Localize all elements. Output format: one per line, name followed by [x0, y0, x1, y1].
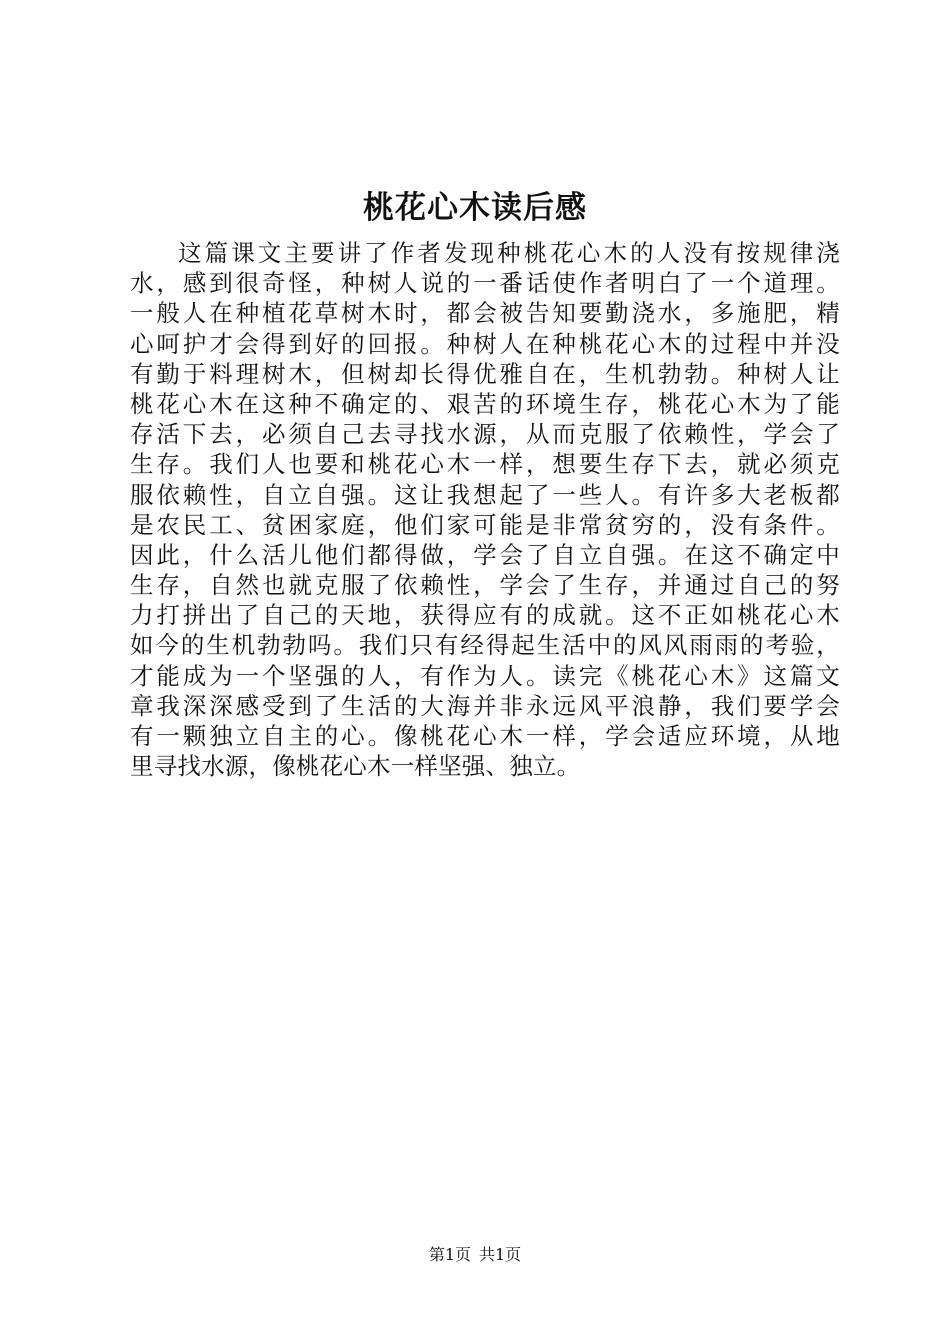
body-line: 有一颗独立自主的心。像桃花心木一样，学会适应环境，从地: [130, 722, 840, 750]
body-line: 心呵护才会得到好的回报。种树人在种桃花心木的过程中并没: [130, 329, 840, 358]
body-line: 这篇课文主要讲了作者发现种桃花心木的人没有按规律浇: [178, 239, 840, 267]
body-line: 如今的生机勃勃吗。我们只有经得起生活中的风风雨雨的考验，: [130, 631, 840, 660]
page-footer: [0, 1244, 950, 1266]
body-line: 存活下去，必须自己去寻找水源，从而克服了依赖性，学会了: [130, 420, 840, 449]
document-title: 桃花心木读后感: [363, 190, 587, 226]
body-line: 里寻找水源，像桃花心木一样坚强、独立。: [130, 752, 581, 781]
body-line: 服依赖性，自立自强。这让我想起了一些人。有许多大老板都: [130, 480, 840, 509]
body-line: 章我深深感受到了生活的大海并非永远风平浪静，我们要学会: [130, 691, 840, 720]
body-line: 桃花心木在这种不确定的、艰苦的环境生存，桃花心木为了能: [130, 389, 840, 418]
body-line: 才能成为一个坚强的人，有作为人。读完《桃花心木》这篇文: [130, 661, 840, 690]
body-line: 一般人在种植花草树木时，都会被告知要勤浇水，多施肥，精: [130, 299, 840, 328]
body-line: 力打拼出了自己的天地，获得应有的成就。这不正如桃花心木: [130, 601, 840, 630]
document-body: [130, 238, 840, 781]
body-line: 生存，自然也就克服了依赖性，学会了生存，并通过自己的努: [130, 571, 840, 600]
page-count: 共1页: [479, 1245, 522, 1264]
body-line: 是农民工、贫困家庭，他们家可能是非常贫穷的，没有条件。: [130, 510, 840, 539]
body-line: 有勤于料理树木，但树却长得优雅自在，生机勃勃。种树人让: [130, 359, 840, 388]
body-line: 因此，什么活儿他们都得做，学会了自立自强。在这不确定中: [130, 540, 840, 569]
body-line: 水，感到很奇怪，种树人说的一番话使作者明白了一个道理。: [130, 269, 840, 298]
body-line: 生存。我们人也要和桃花心木一样，想要生存下去，就必须克: [130, 450, 840, 479]
page-number: 第1页: [428, 1245, 471, 1264]
